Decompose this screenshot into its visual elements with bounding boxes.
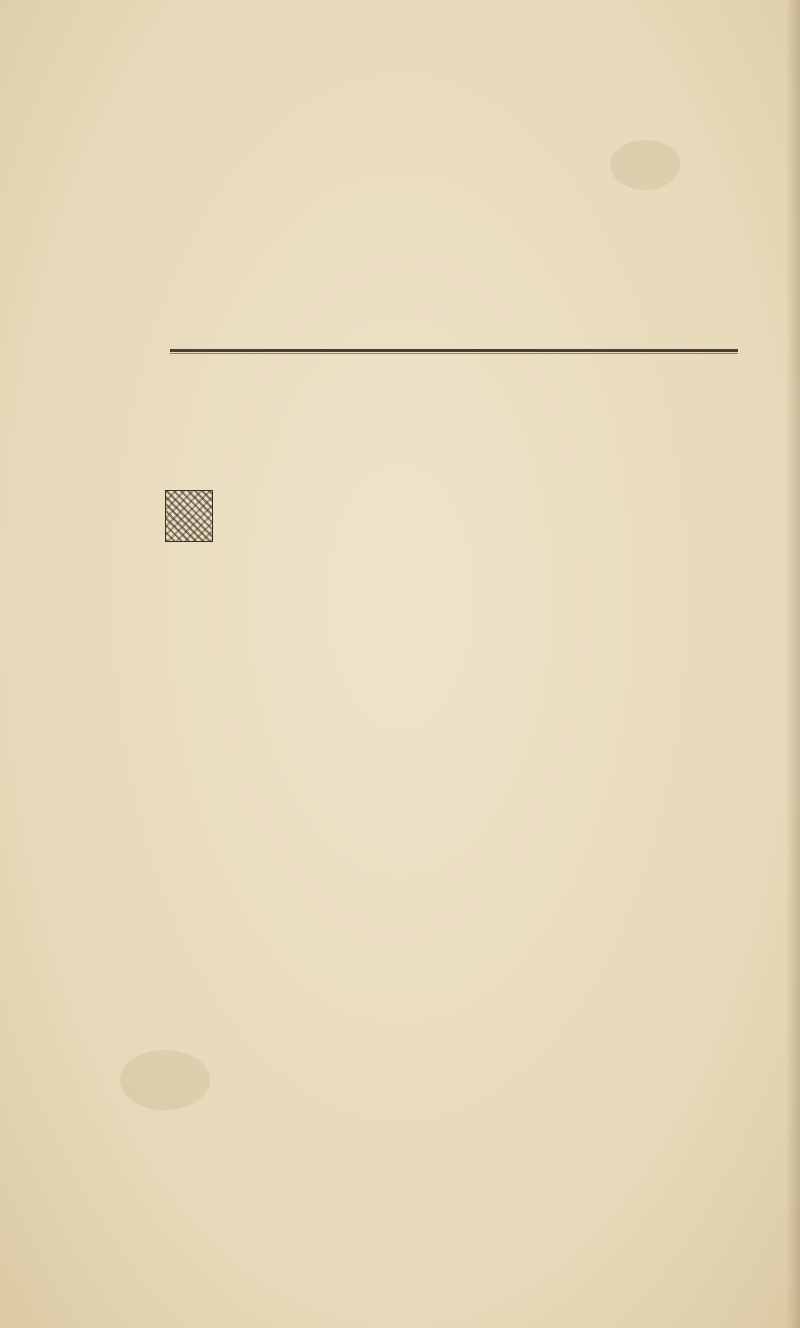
page-edge-shadow	[786, 0, 800, 1328]
page-header	[165, 36, 745, 80]
section-divider-thin	[170, 353, 738, 354]
paper-stain	[610, 140, 680, 190]
section-divider	[170, 349, 738, 352]
paper-stain	[120, 1050, 210, 1110]
drop-cap	[165, 490, 213, 542]
